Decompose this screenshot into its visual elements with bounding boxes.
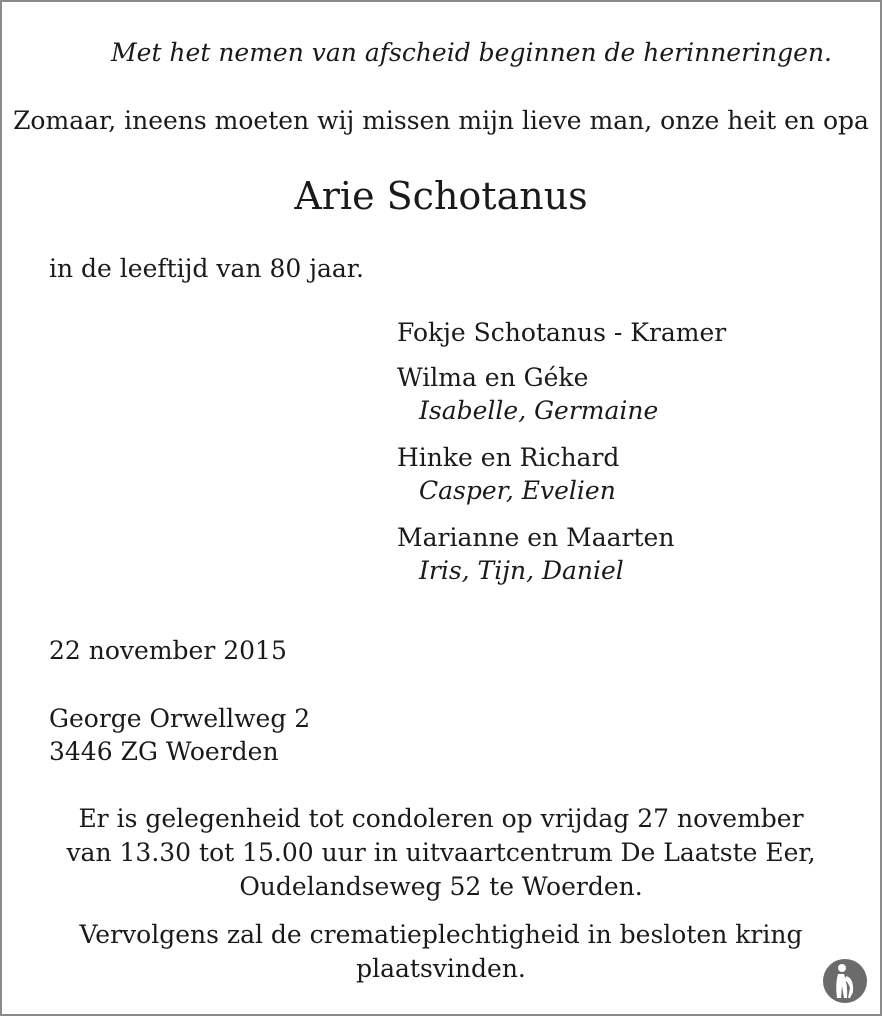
family-children: Isabelle, Germaine bbox=[419, 396, 659, 425]
condolence-line: Er is gelegenheid tot condoleren op vrijdag 27 november bbox=[78, 804, 804, 833]
notice-date: 22 november 2015 bbox=[49, 636, 287, 665]
family-group bbox=[397, 441, 726, 507]
family-parents: Hinke en Richard bbox=[397, 443, 620, 472]
age-line: in de leeftijd van 80 jaar. bbox=[49, 254, 364, 283]
condolence-line: van 13.30 tot 15.00 uur in uitvaartcentrum De Laatste Eer, bbox=[66, 838, 816, 867]
cremation-line: plaatsvinden. bbox=[356, 954, 526, 983]
family-children: Casper, Evelien bbox=[419, 476, 616, 505]
family-group bbox=[397, 521, 726, 587]
intro-text: Zomaar, ineens moeten wij missen mijn lieve man, onze heit en opa bbox=[13, 106, 869, 135]
family-parents: Wilma en Géke bbox=[397, 363, 589, 392]
family-parents: Marianne en Maarten bbox=[397, 523, 675, 552]
cremation-info bbox=[2, 918, 880, 986]
spouse-name: Fokje Schotanus - Kramer bbox=[397, 318, 727, 347]
deceased-name: Arie Schotanus bbox=[294, 174, 588, 218]
condolence-line: Oudelandseweg 52 te Woerden. bbox=[239, 872, 643, 901]
address-city: 3446 ZG Woerden bbox=[49, 737, 279, 766]
family-group bbox=[397, 361, 726, 427]
family-children: Iris, Tijn, Daniel bbox=[419, 556, 624, 585]
condolence-info bbox=[2, 802, 880, 904]
motto: Met het nemen van afscheid beginnen de herinneringen. bbox=[111, 38, 832, 67]
family-list bbox=[397, 318, 726, 601]
memorial-figure-icon bbox=[822, 958, 868, 1004]
address-street: George Orwellweg 2 bbox=[49, 704, 311, 733]
cremation-line: Vervolgens zal de crematieplechtigheid in besloten kring bbox=[79, 920, 803, 949]
address-block bbox=[49, 702, 310, 768]
